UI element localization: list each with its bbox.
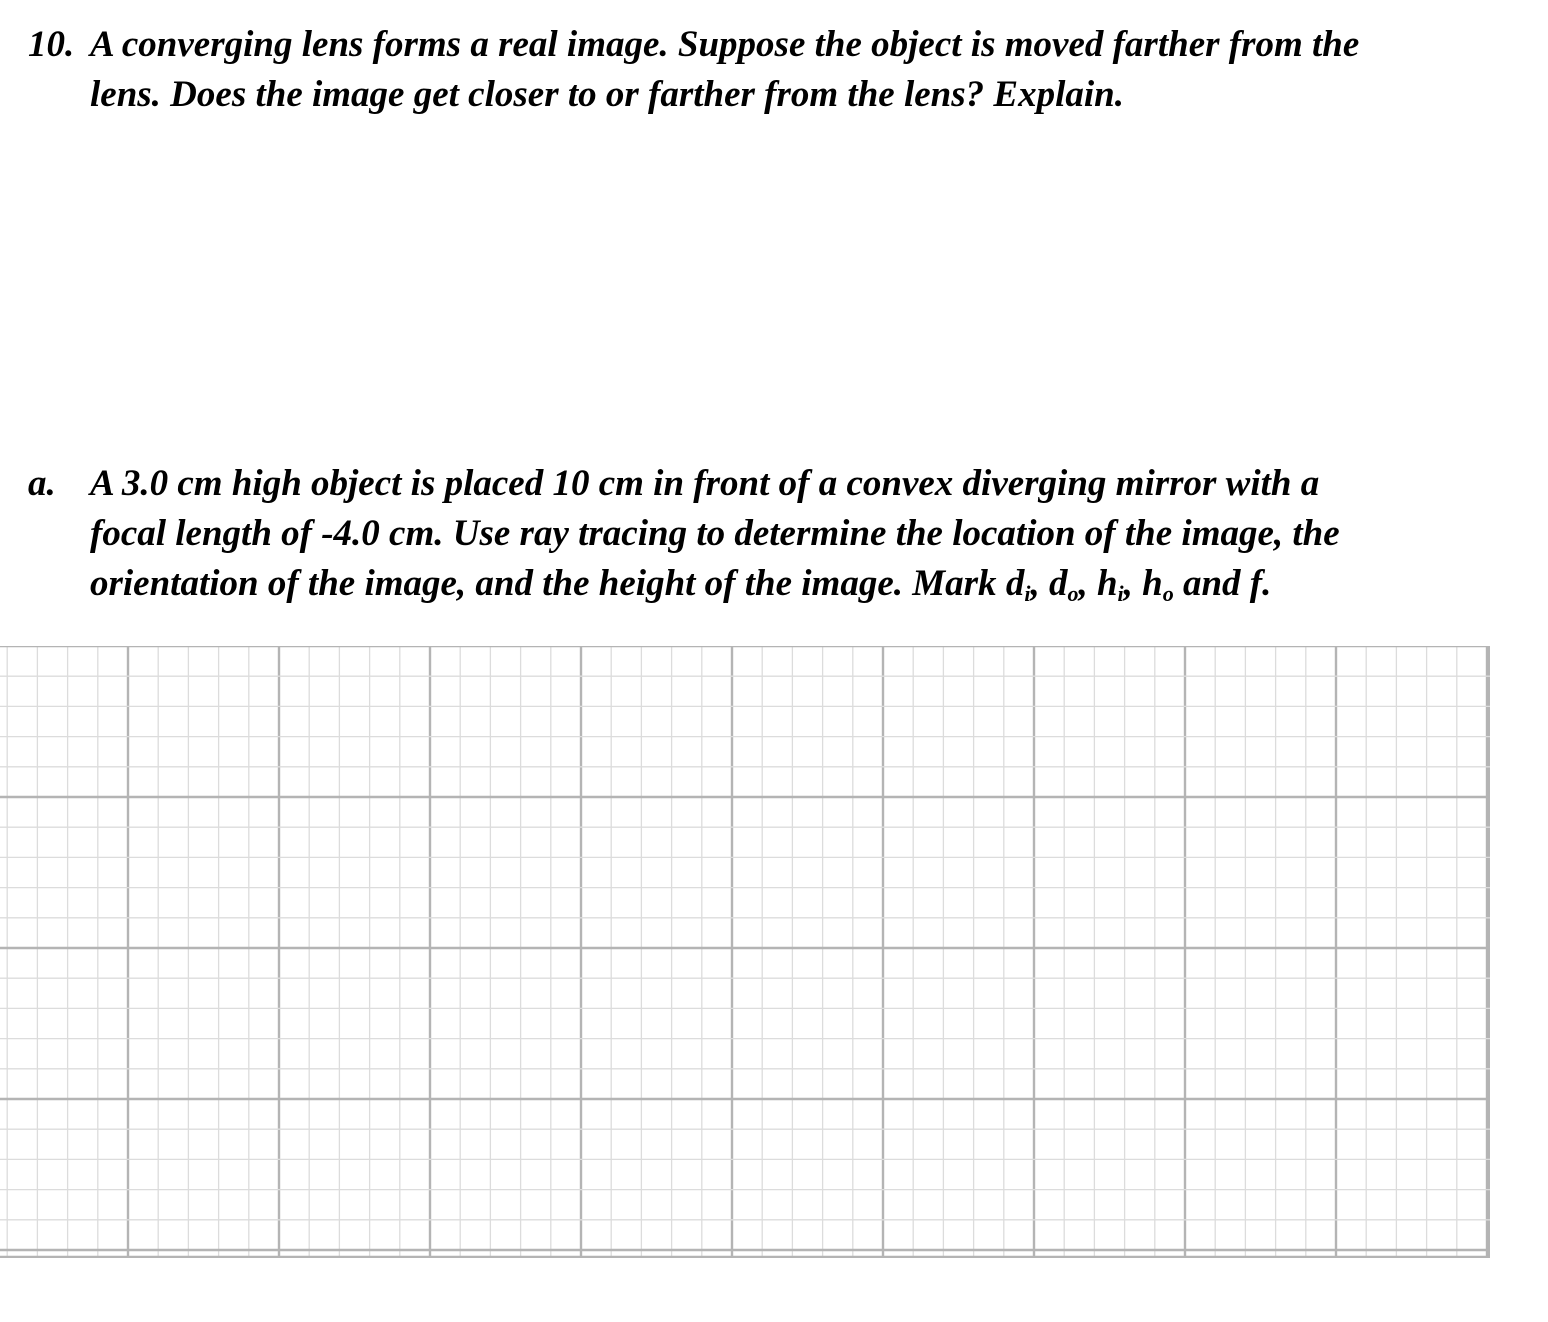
line-3-start: orientation of the image, and the height of the image. Mark (90, 563, 1006, 604)
question-a (28, 459, 1518, 609)
ho-symbol: $h_o$ (1142, 563, 1174, 606)
do-symbol: $d_o$ (1048, 563, 1079, 606)
question-a-line-2: focal length of -4.0 cm. Use ray tracing to determine the location of the image, the (90, 513, 1340, 554)
question-a-line-3: orientation of the image, and the height of the image. Mark $d_i$, $d_o$, $h_i$, $h_o$ and f. (90, 563, 1272, 606)
line-3-end: and f. (1173, 563, 1272, 604)
question-10-line-2: lens. Does the image get closer to or farther from the lens? Explain. (90, 74, 1124, 115)
hi-symbol: $h_i$ (1096, 563, 1124, 606)
question-letter: a. (28, 463, 56, 504)
graph-paper-grid (0, 646, 1490, 1258)
question-a-line-1: A 3.0 cm high object is placed 10 cm in front of a convex diverging mirror with a (90, 463, 1320, 504)
question-10-line-1: A converging lens forms a real image. Suppose the object is moved farther from the (90, 24, 1360, 65)
di-symbol: $d_i$ (1005, 563, 1031, 606)
question-10 (28, 20, 1518, 120)
question-number: 10. (28, 24, 75, 65)
